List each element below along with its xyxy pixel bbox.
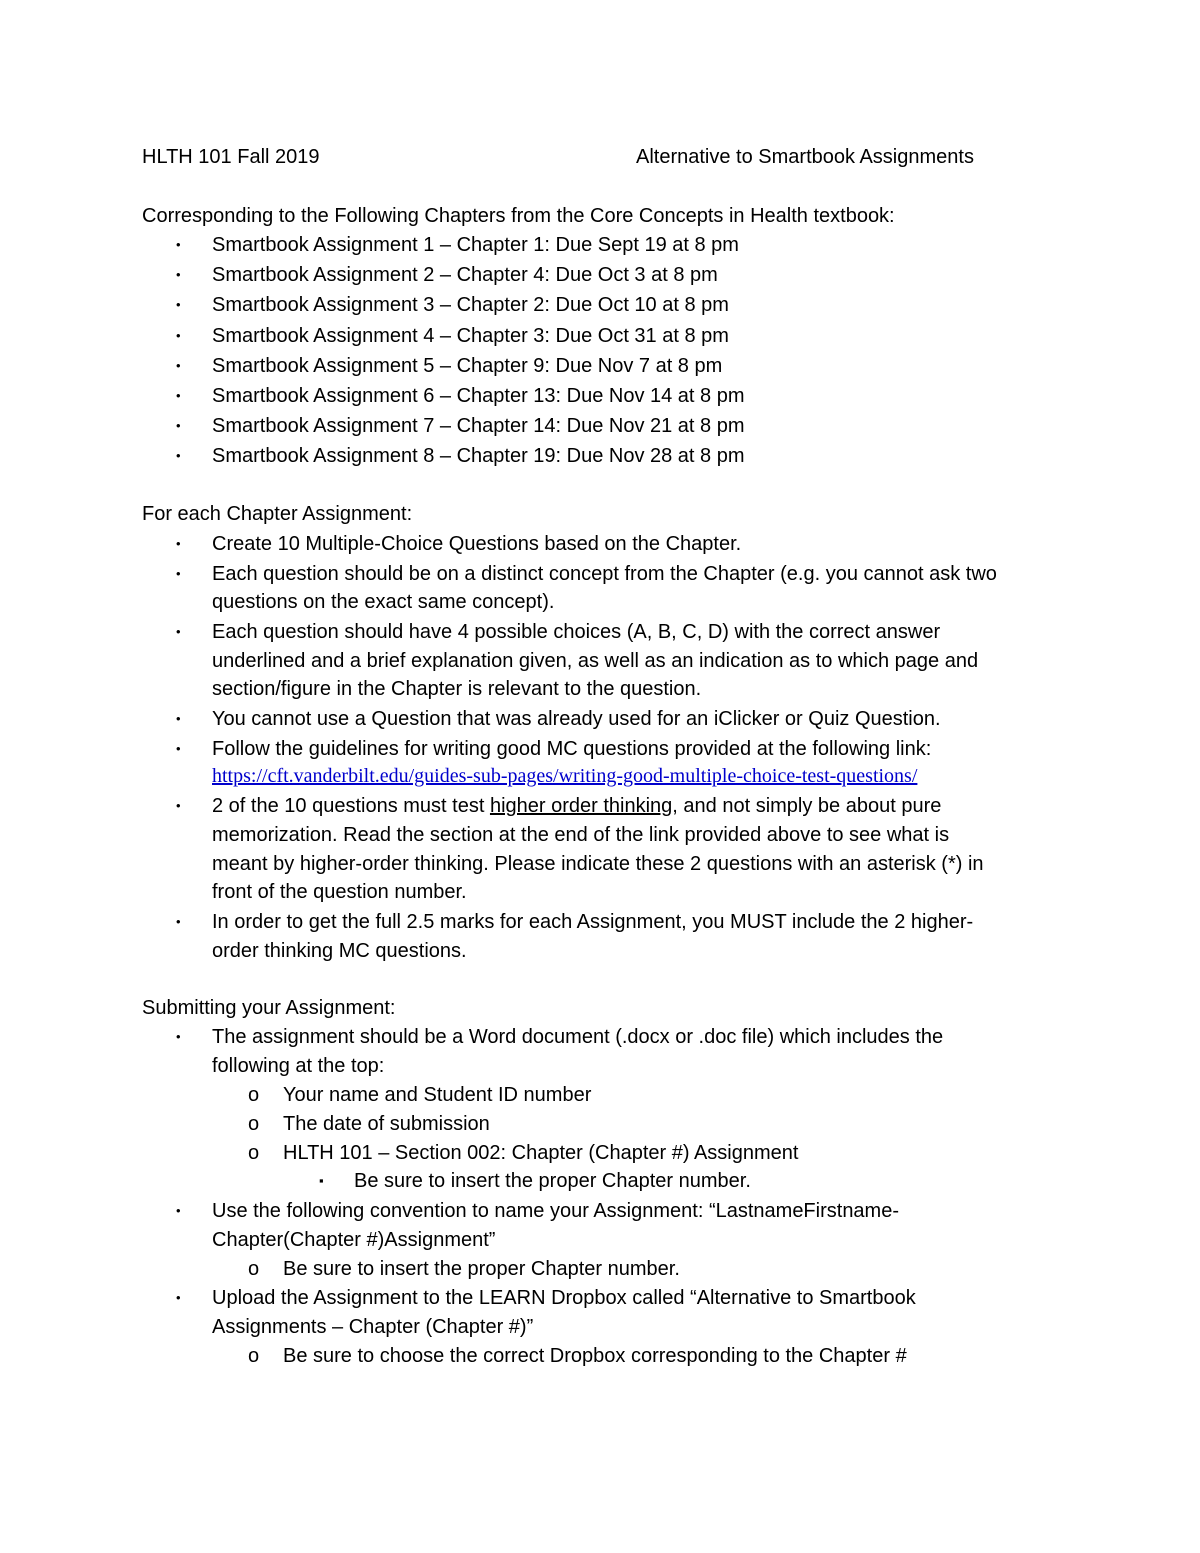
square-bullet-icon: ▪ bbox=[319, 1173, 324, 1188]
list-item-continued: memorization. Read the section at the end of the link provided above to see what is bbox=[212, 824, 950, 846]
sub-list-item: The date of submission bbox=[283, 1113, 490, 1135]
list-item: In order to get the full 2.5 marks for each Assignment, you MUST include the 2 higher- bbox=[212, 911, 974, 933]
section-heading: For each Chapter Assignment: bbox=[142, 503, 413, 525]
list-item-continued: meant by higher-order thinking. Please indicate these 2 questions with an asterisk (*) in bbox=[212, 853, 984, 875]
list-item: Follow the guidelines for writing good MC questions provided at the following link: bbox=[212, 738, 932, 760]
list-item: Smartbook Assignment 6 – Chapter 13: Due Nov 14 at 8 pm bbox=[212, 385, 745, 407]
bullet-icon: • bbox=[176, 358, 181, 373]
chapters-intro: Corresponding to the Following Chapters from the Core Concepts in Health textbook: bbox=[142, 205, 895, 227]
bullet-icon: • bbox=[176, 1290, 181, 1305]
list-item-continued: section/figure in the Chapter is relevant to the question. bbox=[212, 678, 702, 700]
list-item-continued: front of the question number. bbox=[212, 881, 467, 903]
list-item: Smartbook Assignment 5 – Chapter 9: Due Nov 7 at 8 pm bbox=[212, 355, 723, 377]
sub-sub-list-item: Be sure to insert the proper Chapter number. bbox=[354, 1170, 751, 1192]
underlined-term: higher order thinking bbox=[489, 795, 673, 817]
list-item: Smartbook Assignment 8 – Chapter 19: Due Nov 28 at 8 pm bbox=[212, 445, 745, 467]
list-item: Smartbook Assignment 1 – Chapter 1: Due Sept 19 at 8 pm bbox=[212, 234, 739, 256]
bullet-icon: • bbox=[176, 798, 181, 813]
bullet-icon: • bbox=[176, 418, 181, 433]
circle-bullet-icon: o bbox=[248, 1084, 260, 1106]
list-item: Each question should be on a distinct concept from the Chapter (e.g. you cannot ask two bbox=[212, 563, 997, 585]
list-item: Create 10 Multiple-Choice Questions based on the Chapter. bbox=[212, 533, 742, 555]
list-item: The assignment should be a Word document (.docx or .doc file) which includes the bbox=[212, 1026, 944, 1048]
list-item-continued: underlined and a brief explanation given, as well as an indication as to which page and bbox=[212, 650, 979, 672]
bullet-icon: • bbox=[176, 237, 181, 252]
list-item: Smartbook Assignment 2 – Chapter 4: Due Oct 3 at 8 pm bbox=[212, 264, 718, 286]
bullet-icon: • bbox=[176, 711, 181, 726]
list-item: Use the following convention to name your Assignment: “LastnameFirstname- bbox=[212, 1200, 900, 1222]
text-segment: 2 of the 10 questions must test bbox=[212, 795, 490, 817]
circle-bullet-icon: o bbox=[248, 1258, 260, 1280]
bullet-icon: • bbox=[176, 914, 181, 929]
circle-bullet-icon: o bbox=[248, 1142, 260, 1164]
list-item: Smartbook Assignment 4 – Chapter 3: Due Oct 31 at 8 pm bbox=[212, 325, 729, 347]
bullet-icon: • bbox=[176, 624, 181, 639]
bullet-icon: • bbox=[176, 1203, 181, 1218]
list-item-continued: Chapter(Chapter #)Assignment” bbox=[212, 1229, 496, 1251]
sub-list-item: Your name and Student ID number bbox=[283, 1084, 592, 1106]
list-item: Upload the Assignment to the LEARN Dropbox called “Alternative to Smartbook bbox=[212, 1287, 916, 1309]
document-title: Alternative to Smartbook Assignments bbox=[636, 146, 974, 168]
list-item-continued: order thinking MC questions. bbox=[212, 940, 467, 962]
course-title: HLTH 101 Fall 2019 bbox=[142, 146, 320, 168]
bullet-icon: • bbox=[176, 566, 181, 581]
list-item: Smartbook Assignment 3 – Chapter 2: Due Oct 10 at 8 pm bbox=[212, 294, 729, 316]
bullet-icon: • bbox=[176, 267, 181, 282]
bullet-icon: • bbox=[176, 741, 181, 756]
list-item: Smartbook Assignment 7 – Chapter 14: Due Nov 21 at 8 pm bbox=[212, 415, 745, 437]
bullet-icon: • bbox=[176, 388, 181, 403]
section-heading: Submitting your Assignment: bbox=[142, 997, 396, 1019]
bullet-icon: • bbox=[176, 448, 181, 463]
sub-list-item: Be sure to choose the correct Dropbox corresponding to the Chapter # bbox=[283, 1345, 907, 1367]
circle-bullet-icon: o bbox=[248, 1113, 260, 1135]
bullet-icon: • bbox=[176, 297, 181, 312]
guidelines-link[interactable]: https://cft.vanderbilt.edu/guides-sub-pages/writing-good-multiple-choice-test-questions/ bbox=[212, 765, 918, 787]
list-item-continued: questions on the exact same concept). bbox=[212, 591, 555, 613]
list-item: Each question should have 4 possible choices (A, B, C, D) with the correct answer bbox=[212, 621, 941, 643]
bullet-icon: • bbox=[176, 536, 181, 551]
text-segment: , and not simply be about pure bbox=[672, 795, 942, 817]
sub-list-item: HLTH 101 – Section 002: Chapter (Chapter #) Assignment bbox=[283, 1142, 799, 1164]
list-item-continued: following at the top: bbox=[212, 1055, 385, 1077]
list-item: You cannot use a Question that was already used for an iClicker or Quiz Question. bbox=[212, 708, 941, 730]
bullet-icon: • bbox=[176, 1029, 181, 1044]
list-item bbox=[212, 794, 941, 818]
circle-bullet-icon: o bbox=[248, 1345, 260, 1367]
sub-list-item: Be sure to insert the proper Chapter number. bbox=[283, 1258, 680, 1280]
list-item-continued: Assignments – Chapter (Chapter #)” bbox=[212, 1316, 534, 1338]
bullet-icon: • bbox=[176, 328, 181, 343]
